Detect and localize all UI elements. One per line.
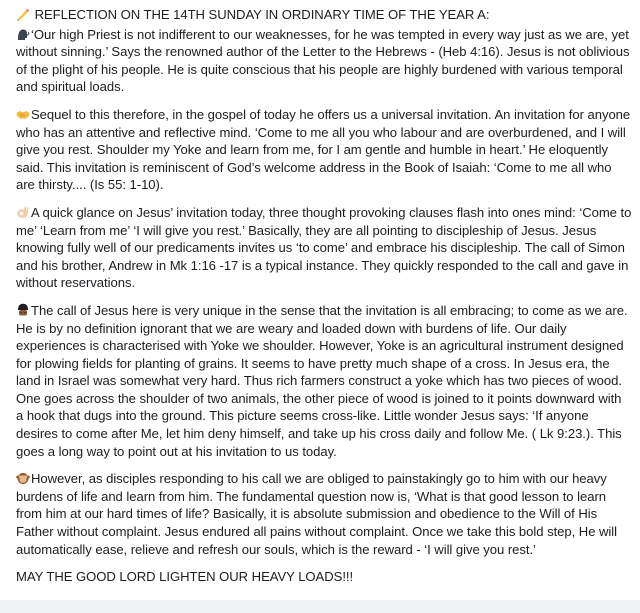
paragraph-1-text: ‘Our high Priest is not indifferent to our weaknesses, for he was tempted in every way just as we are, yet without sinning.’ Says the renowned author of the Letter to the Hebrews - (Heb 4:16). Jesus is not oblivious of the plight of his people. He is quite conscious that his people are highly burdened with various temporal and spiritual loads.: [16, 26, 630, 95]
writing-hand-icon: [16, 7, 30, 21]
paragraph-5-text: However, as disciples responding to his call we are obliged to painstakingly go to him with our heavy burdens of life and learn from him. The fundamental question now is, ‘What is that good lesson to learn from him at our hard times of life? Basically, it is absolute submission and obedience to the Will of His Father without complaint. Jesus endured all pains without complaint. Once we take this bold step, He will automatically ease, relieve and refresh our souls, which is the reward - ‘I will give you rest.’: [16, 471, 618, 557]
ok-hand-icon: [16, 205, 30, 219]
paragraph-2: [16, 106, 632, 194]
paragraph-5: [16, 470, 632, 558]
paragraph-4-text: The call of Jesus here is very unique in the sense that the invitation is all embracing; to come as we are. He is by no definition ignorant that we are weary and loaded down with burdens of life. Our daily experiences is characterised with Yoke we shoulder. However, Yoke is an agricultural instrument designed for plowing fields for planting of grains. It seems to have pretty much shape of a cross. In Jesus era, the land in Israel was somewhat very hard. Thus rich farmers construct a yoke which has two pieces of wood. One goes across the shoulder of two animals, the other piece of wood is joined to it points downward with a hook that dugs into the ground. This picture seems cross-like. Little wonder Jesus says: ‘If anyone desires to come after Me, let him deny himself, and take up his cross daily and follow Me. ( Lk 9:23.). This goes a long way to point out at his invitation to us today.: [16, 302, 628, 459]
see-no-evil-monkey-icon: [16, 471, 30, 485]
paragraph-3-text: A quick glance on Jesus’ invitation today, three thought provoking clauses flash into ones mind: ‘Come to me’ ‘Learn from me’ ‘I will give you rest.’ Basically, they are all pointing to discipleship of Jesus. Jesus knowing fully well of our predicaments invites us ‘to come’ and embrace his discipleship. The call of Simon and his brother, Andrew in Mk 1:16 -17 is a typical instance. They quickly responded to the call and gave in without reservations.: [16, 204, 632, 291]
post-title: REFLECTION ON THE 14TH SUNDAY IN ORDINARY TIME OF THE YEAR A:: [34, 7, 490, 22]
post-footer-divider: [0, 600, 640, 613]
paragraph-4: [16, 302, 632, 460]
paragraph-2-text: Sequel to this therefore, in the gospel of today he offers us a universal invitation. An invitation for anyone who has an attentive and reflective mind. ‘Come to me all you who labour and are overburdened, and I will give you rest. Shoulder my Yoke and learn from me, for I am gentle and humble in heart.’ He eloquently said. This invitation is reminiscent of God’s welcome address in the Book of Isaiah: ‘Come to me all who are thirsty.... (Is 55: 1-10).: [16, 106, 631, 193]
guard-icon: [16, 303, 30, 317]
handshake-icon: [16, 107, 30, 121]
closing-line: MAY THE GOOD LORD LIGHTEN OUR HEAVY LOADS!!!: [16, 569, 354, 585]
paragraph-1: [16, 26, 632, 96]
paragraph-3: [16, 204, 632, 292]
post-title-line: [16, 6, 632, 24]
speaking-head-icon: [16, 27, 30, 41]
